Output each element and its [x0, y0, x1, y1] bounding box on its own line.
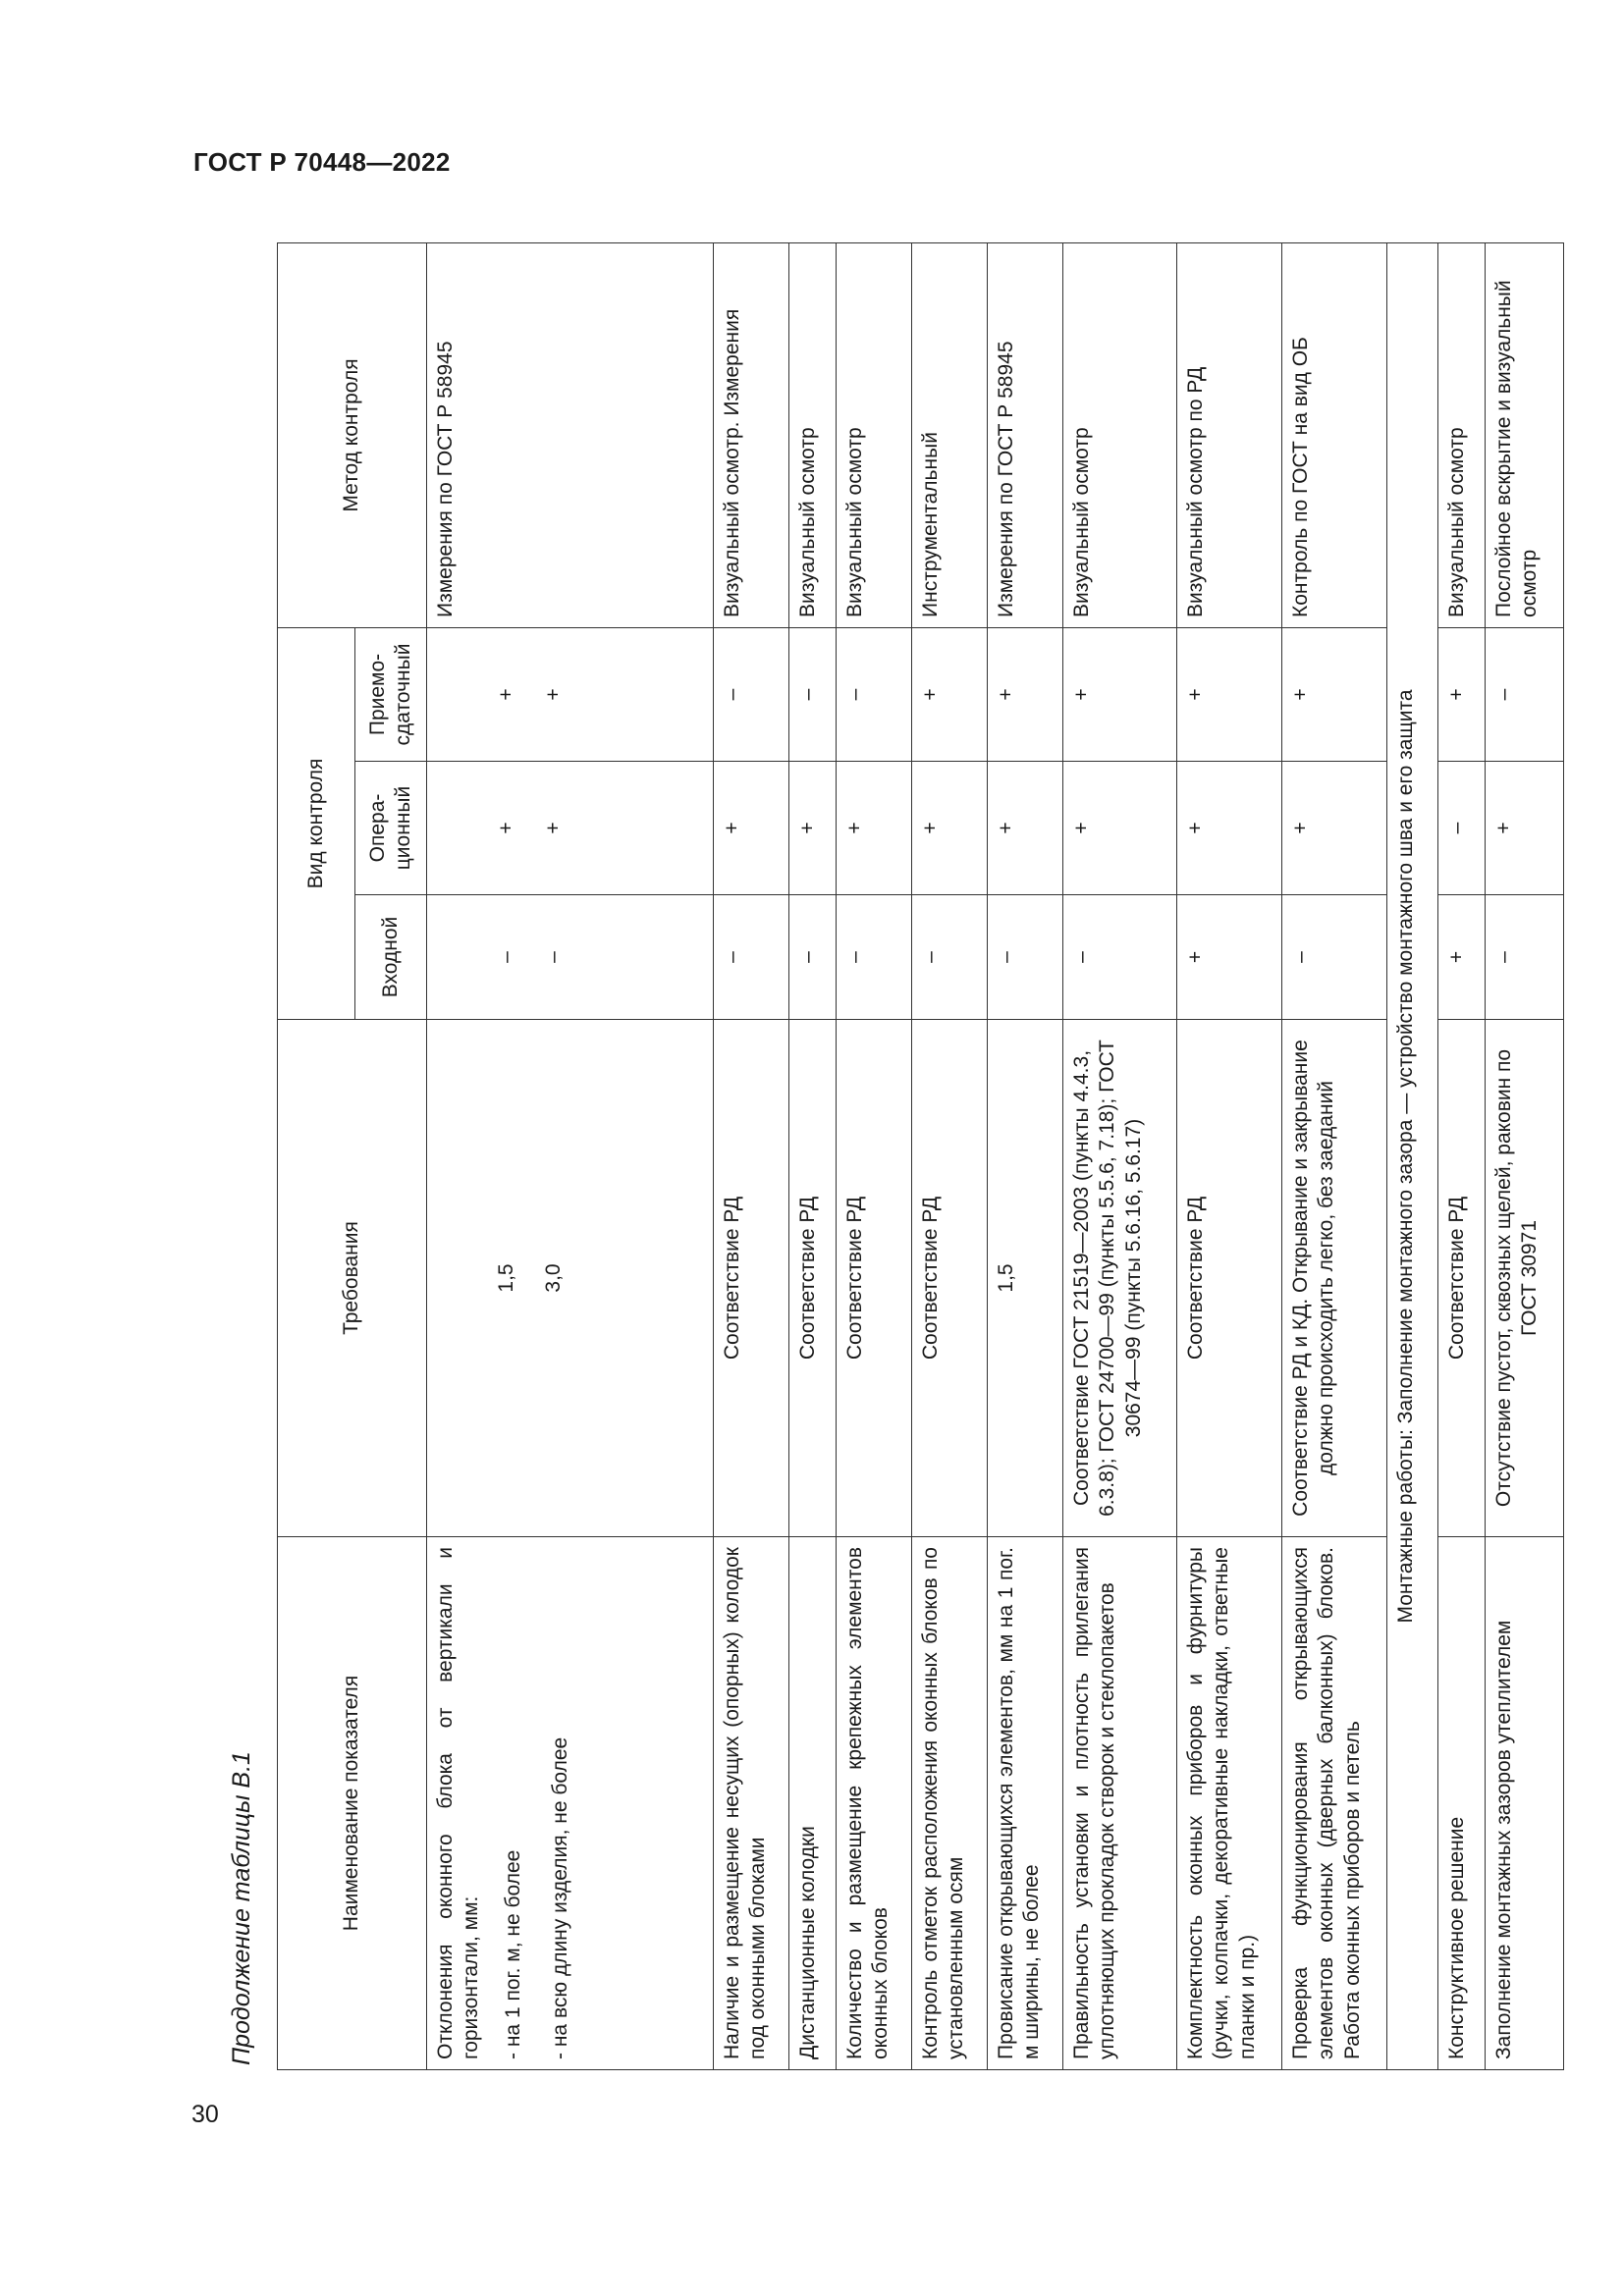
row-incoming: – — [1486, 895, 1564, 1020]
section-title: Монтажные работы: Заполнение монтажного зазора — устройство монтажного шва и его защита — [1387, 242, 1438, 2069]
rotated-table-area — [228, 243, 1542, 2070]
row-req: Соответствие РД — [789, 1020, 837, 1537]
row-name: Правильность установки и плотность прилегания уплотняющих прокладок створок и стеклопакетов — [1063, 1537, 1177, 2070]
row-req: 1,5 — [495, 1263, 517, 1293]
section-row — [1387, 242, 1438, 2069]
row-req: Соответствие РД — [837, 1020, 912, 1537]
row-operational: + — [1486, 762, 1564, 895]
row-incoming: – — [1063, 895, 1177, 1020]
row-operational: + — [837, 762, 912, 895]
row-name: Наличие и размещение несущих (опорных) колодок под оконными блоками — [714, 1537, 789, 2070]
row-acceptance: + — [542, 688, 566, 701]
row-method: Измерения по ГОСТ Р 58945 — [988, 242, 1063, 627]
row-name: Провисание открывающихся элементов, мм на 1 пог. м ширины, не более — [988, 1537, 1063, 2070]
row-method: Контроль по ГОСТ на вид ОБ — [1282, 242, 1387, 627]
row-req: 3,0 — [542, 1263, 566, 1293]
row-operational: – — [1438, 762, 1486, 895]
row-method: Визуальный осмотр — [837, 242, 912, 627]
table-row — [988, 242, 1063, 2069]
control-table — [277, 242, 1564, 2070]
header-acceptance: Приемо- сдаточный — [355, 627, 427, 761]
row-name: Количество и размещение крепежных элементов оконных блоков — [837, 1537, 912, 2070]
header-row — [278, 242, 355, 2069]
row-method: Визуальный осмотр — [1438, 242, 1486, 627]
header-method: Метод контроля — [278, 242, 427, 627]
row-req: Соответствие РД — [1177, 1020, 1282, 1537]
row-method: Измерения по ГОСТ Р 58945 — [427, 242, 714, 627]
table-row — [1486, 242, 1564, 2069]
row-incoming: – — [714, 895, 789, 1020]
row-name: Комплектность оконных приборов и фурнитуры (ручки, колпачки, декоративные накладки, ответные планки и пр.) — [1177, 1537, 1282, 2070]
row-subname: - на 1 пог. м, не более — [501, 1849, 524, 2059]
row-acceptance: + — [495, 688, 517, 701]
row-operational: + — [714, 762, 789, 895]
row-operational: + — [988, 762, 1063, 895]
row-acceptance: + — [1177, 627, 1282, 761]
row-method: Инструментальный — [912, 242, 988, 627]
document-header: ГОСТ Р 70448—2022 — [193, 147, 451, 177]
row-operational: + — [1282, 762, 1387, 895]
table-row — [912, 242, 988, 2069]
row-req: Соответствие РД и КД. Открывание и закрывание должно происходить легко, без заеданий — [1282, 1020, 1387, 1537]
row-name: Заполнение монтажных зазоров утеплителем — [1486, 1537, 1564, 2070]
table-row — [1177, 242, 1282, 2069]
table-caption: Продолжение таблицы В.1 — [228, 1751, 255, 2065]
row-method: Послойное вскрытие и визуальный осмотр — [1486, 242, 1564, 627]
row-method: Визуальный осмотр. Измерения — [714, 242, 789, 627]
header-name: Наименование показателя — [278, 1537, 427, 2070]
table-row — [789, 242, 837, 2069]
row-acceptance: – — [714, 627, 789, 761]
row-name: Дистанционные колодки — [789, 1537, 837, 2070]
row-subname: - на всю длину изделия, не более — [548, 1736, 571, 2059]
row-method: Визуальный осмотр по РД — [1177, 242, 1282, 627]
row-incoming: + — [1438, 895, 1486, 1020]
row-acceptance: + — [1063, 627, 1177, 761]
row-acceptance: – — [789, 627, 837, 761]
row-req: Соответствие РД — [912, 1020, 988, 1537]
row-operational: + — [542, 822, 566, 834]
row-operational: + — [912, 762, 988, 895]
row-method: Визуальный осмотр — [1063, 242, 1177, 627]
row-incoming: – — [837, 895, 912, 1020]
row-incoming: – — [789, 895, 837, 1020]
row-operational: + — [789, 762, 837, 895]
row-acceptance: + — [912, 627, 988, 761]
table-row — [1063, 242, 1177, 2069]
table-row — [837, 242, 912, 2069]
row-operational: + — [1063, 762, 1177, 895]
row-acceptance: – — [837, 627, 912, 761]
row-operational: + — [1177, 762, 1282, 895]
table-row — [427, 242, 714, 2069]
header-operational: Опера- ционный — [355, 762, 427, 895]
row-name: Контроль отметок расположения оконных блоков по установленным осям — [912, 1537, 988, 2070]
header-control-type: Вид контроля — [278, 627, 355, 1019]
row-incoming: – — [542, 951, 566, 963]
header-requirements: Требования — [278, 1020, 427, 1537]
row-incoming: – — [1282, 895, 1387, 1020]
row-acceptance: + — [988, 627, 1063, 761]
header-incoming: Входной — [355, 895, 427, 1020]
row-incoming: – — [495, 951, 517, 963]
row-incoming: – — [988, 895, 1063, 1020]
row-incoming: + — [1177, 895, 1282, 1020]
row-name: Проверка функционирования открывающихся элементов оконных (дверных балконных) блоков. Работа оконных приборов и петель — [1282, 1537, 1387, 2070]
row-acceptance: – — [1486, 627, 1564, 761]
row-incoming: – — [912, 895, 988, 1020]
row-req: Соответствие РД — [714, 1020, 789, 1537]
table-row — [714, 242, 789, 2069]
row-name: Отклонения оконного блока от вертикали и горизонтали, мм: — [434, 1547, 483, 2059]
table-row — [1438, 242, 1486, 2069]
table-row — [1282, 242, 1387, 2069]
row-req: Соответствие РД — [1438, 1020, 1486, 1537]
row-name: Конструктивное решение — [1438, 1537, 1486, 2070]
row-req: 1,5 — [988, 1020, 1063, 1537]
row-acceptance: + — [1282, 627, 1387, 761]
row-method: Визуальный осмотр — [789, 242, 837, 627]
row-acceptance: + — [1438, 627, 1486, 761]
row-req: Соответствие ГОСТ 21519—2003 (пункты 4.4.3, 6.3.8); ГОСТ 24700—99 (пункты 5.5.6, 7.18); ГОСТ 30674—99 (пункты 5.6.16, 5.6.17) — [1063, 1020, 1177, 1537]
page-number: 30 — [191, 2101, 219, 2128]
row-req: Отсутствие пустот, сквозных щелей, раковин по ГОСТ 30971 — [1486, 1020, 1564, 1537]
row-operational: + — [495, 822, 517, 834]
